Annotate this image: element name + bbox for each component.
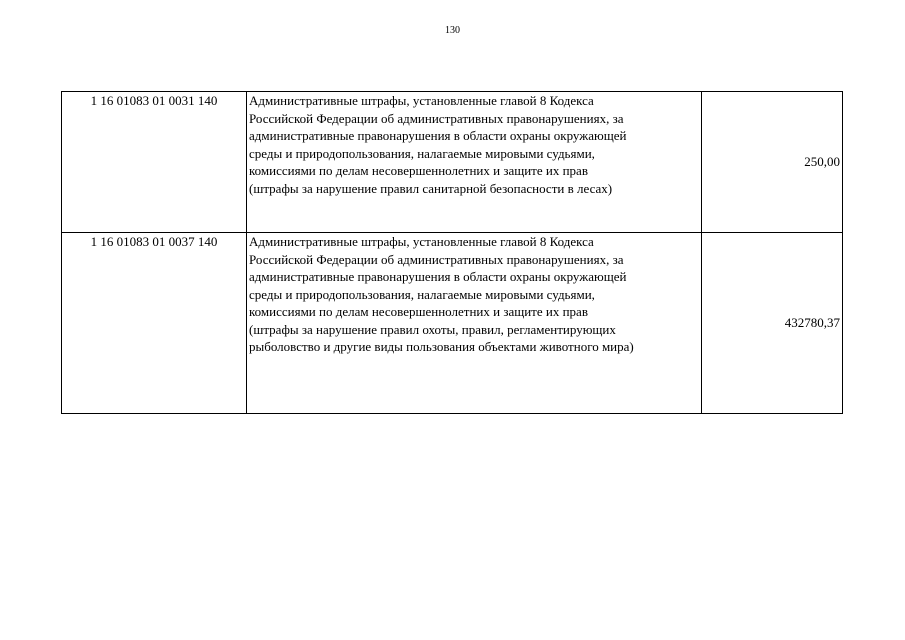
description-line: административные правонарушения в области охраны окружающей [249,128,627,143]
description-line: среды и природопользования, налагаемые мировыми судьями, [249,145,595,161]
description-line: рыболовство и другие виды пользования объектами животного мира) [249,339,634,354]
revenue-description [247,92,702,233]
page-number: 130 [445,25,460,36]
amount-value: 250,00 [702,92,843,233]
description-line: Административные штрафы, установленные главой 8 Кодекса [249,93,594,108]
budget-classification-code: 1 16 01083 01 0031 140 [62,92,247,233]
budget-revenue-table [61,91,843,414]
amount-value: 432780,37 [702,233,843,414]
table-row [62,233,843,414]
table-row [62,92,843,233]
description-line: (штрафы за нарушение правил охоты, правил, регламентирующих [249,321,616,337]
description-line: среды и природопользования, налагаемые мировыми судьями, [249,286,595,302]
description-line: Российской Федерации об административных правонарушениях, за [249,110,624,126]
revenue-description [247,233,702,414]
description-line: Российской Федерации об административных правонарушениях, за [249,251,624,267]
description-line: комиссиями по делам несовершеннолетних и защите их прав [249,304,588,319]
budget-classification-code: 1 16 01083 01 0037 140 [62,233,247,414]
description-line: Административные штрафы, установленные главой 8 Кодекса [249,234,594,249]
description-line: административные правонарушения в области охраны окружающей [249,269,627,284]
description-line: (штрафы за нарушение правил санитарной безопасности в лесах) [249,180,613,196]
description-line: комиссиями по делам несовершеннолетних и защите их прав [249,163,588,178]
